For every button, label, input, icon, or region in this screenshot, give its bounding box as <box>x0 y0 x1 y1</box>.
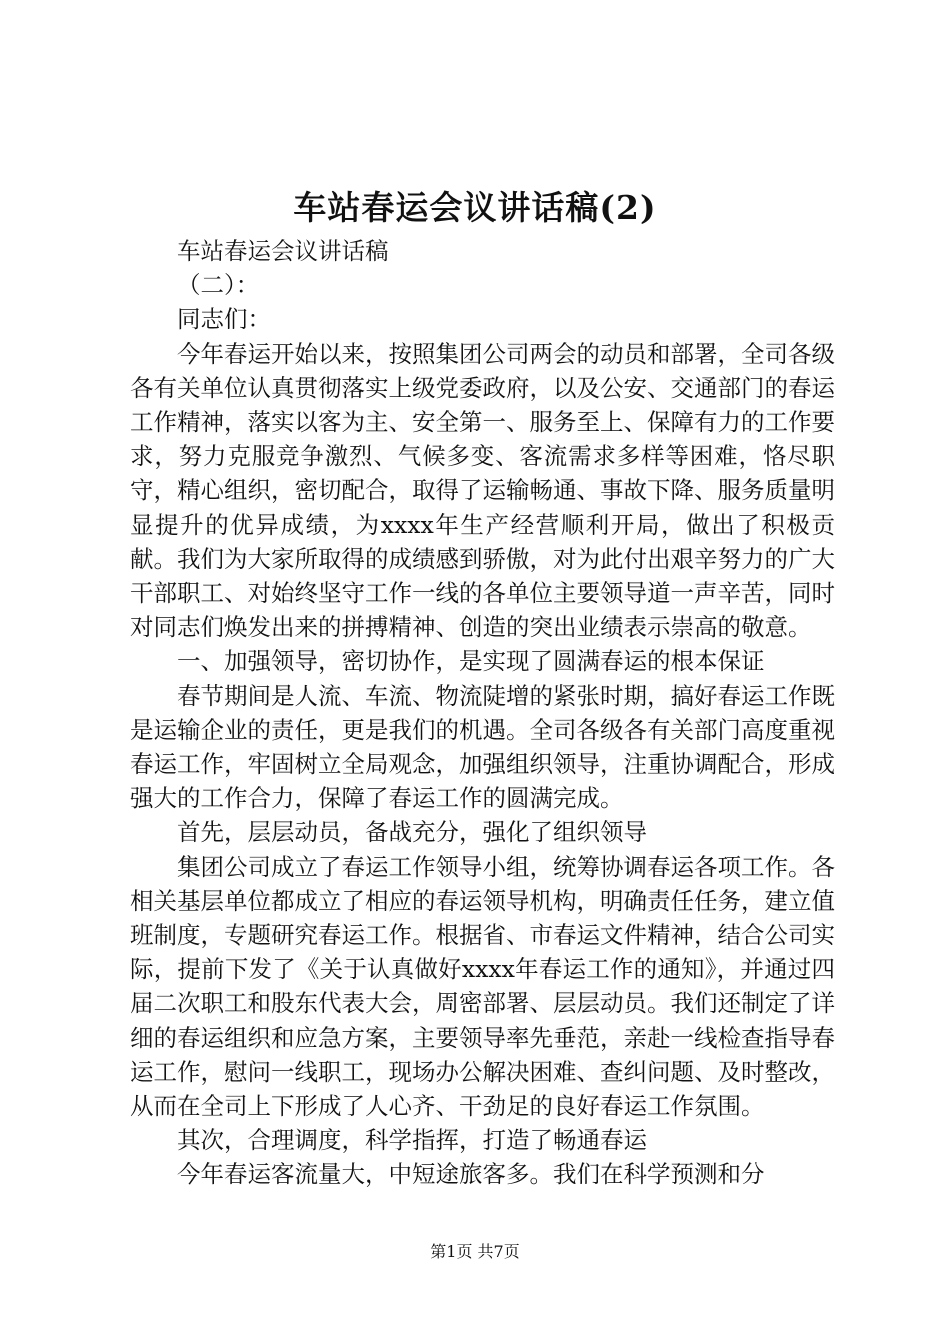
page-footer: 第1页 共7页 <box>430 1242 520 1261</box>
section-heading-1: 一、加强领导，密切协作，是实现了圆满春运的根本保证 <box>177 647 765 676</box>
paragraph-part-number: （二）： <box>177 271 260 300</box>
subheading-second: 其次，合理调度，科学指挥，打造了畅通春运 <box>177 1126 647 1155</box>
document-body <box>130 234 835 1192</box>
paragraph-intro: 今年春运开始以来，按照集团公司两会的动员和部署，全司各级各有关单位认真贯彻落实上级党委政府，以及公安、交通部门的春运工作精神，落实以客为主、安全第一、服务至上、保障有力的工作要求，努力克服竞争激烈、气候多变、客流需求多样等困难，恪尽职守，精心组织，密切配合，取得了运输畅通、事故下降、服务质量明显提升的优异成绩，为xxxx年生产经营顺利开局，做出了积极贡献。我们为大家所取得的成绩感到骄傲，对为此付出艰辛努力的广大干部职工、对始终坚守工作一线的各单位主要领导道一声辛苦，同时对同志们焕发出来的拼搏精神、创造的突出业绩表示崇高的敬意。 <box>130 339 835 642</box>
subheading-first: 首先，层层动员，备战充分，强化了组织领导 <box>177 818 647 847</box>
document-title: 车站春运会议讲话稿(2) <box>293 188 657 227</box>
paragraph-second: 今年春运客流量大，中短途旅客多。我们在科学预测和分 <box>177 1160 765 1189</box>
paragraph-salutation: 同志们： <box>177 305 271 334</box>
paragraph-section-1: 春节期间是人流、车流、物流陡增的紧张时期，搞好春运工作既是运输企业的责任，更是我们的机遇。全司各级各有关部门高度重视春运工作，牢固树立全局观念，加强组织领导，注重协调配合，形成强大的工作合力，保障了春运工作的圆满完成。 <box>130 681 835 813</box>
paragraph-first: 集团公司成立了春运工作领导小组，统筹协调春运各项工作。各相关基层单位都成立了相应的春运领导机构，明确责任任务，建立值班制度，专题研究春运工作。根据省、市春运文件精神，结合公司实际，提前下发了《关于认真做好xxxx年春运工作的通知》，并通过四届二次职工和股东代表大会，周密部署、层层动员。我们还制定了详细的春运组织和应急方案，主要领导率先垂范，亲赴一线检查指导春运工作，慰问一线职工，现场办公解决困难、查纠问题、及时整改，从而在全司上下形成了人心齐、干劲足的良好春运工作氛围。 <box>130 852 835 1121</box>
paragraph-subtitle: 车站春运会议讲话稿 <box>177 237 389 265</box>
